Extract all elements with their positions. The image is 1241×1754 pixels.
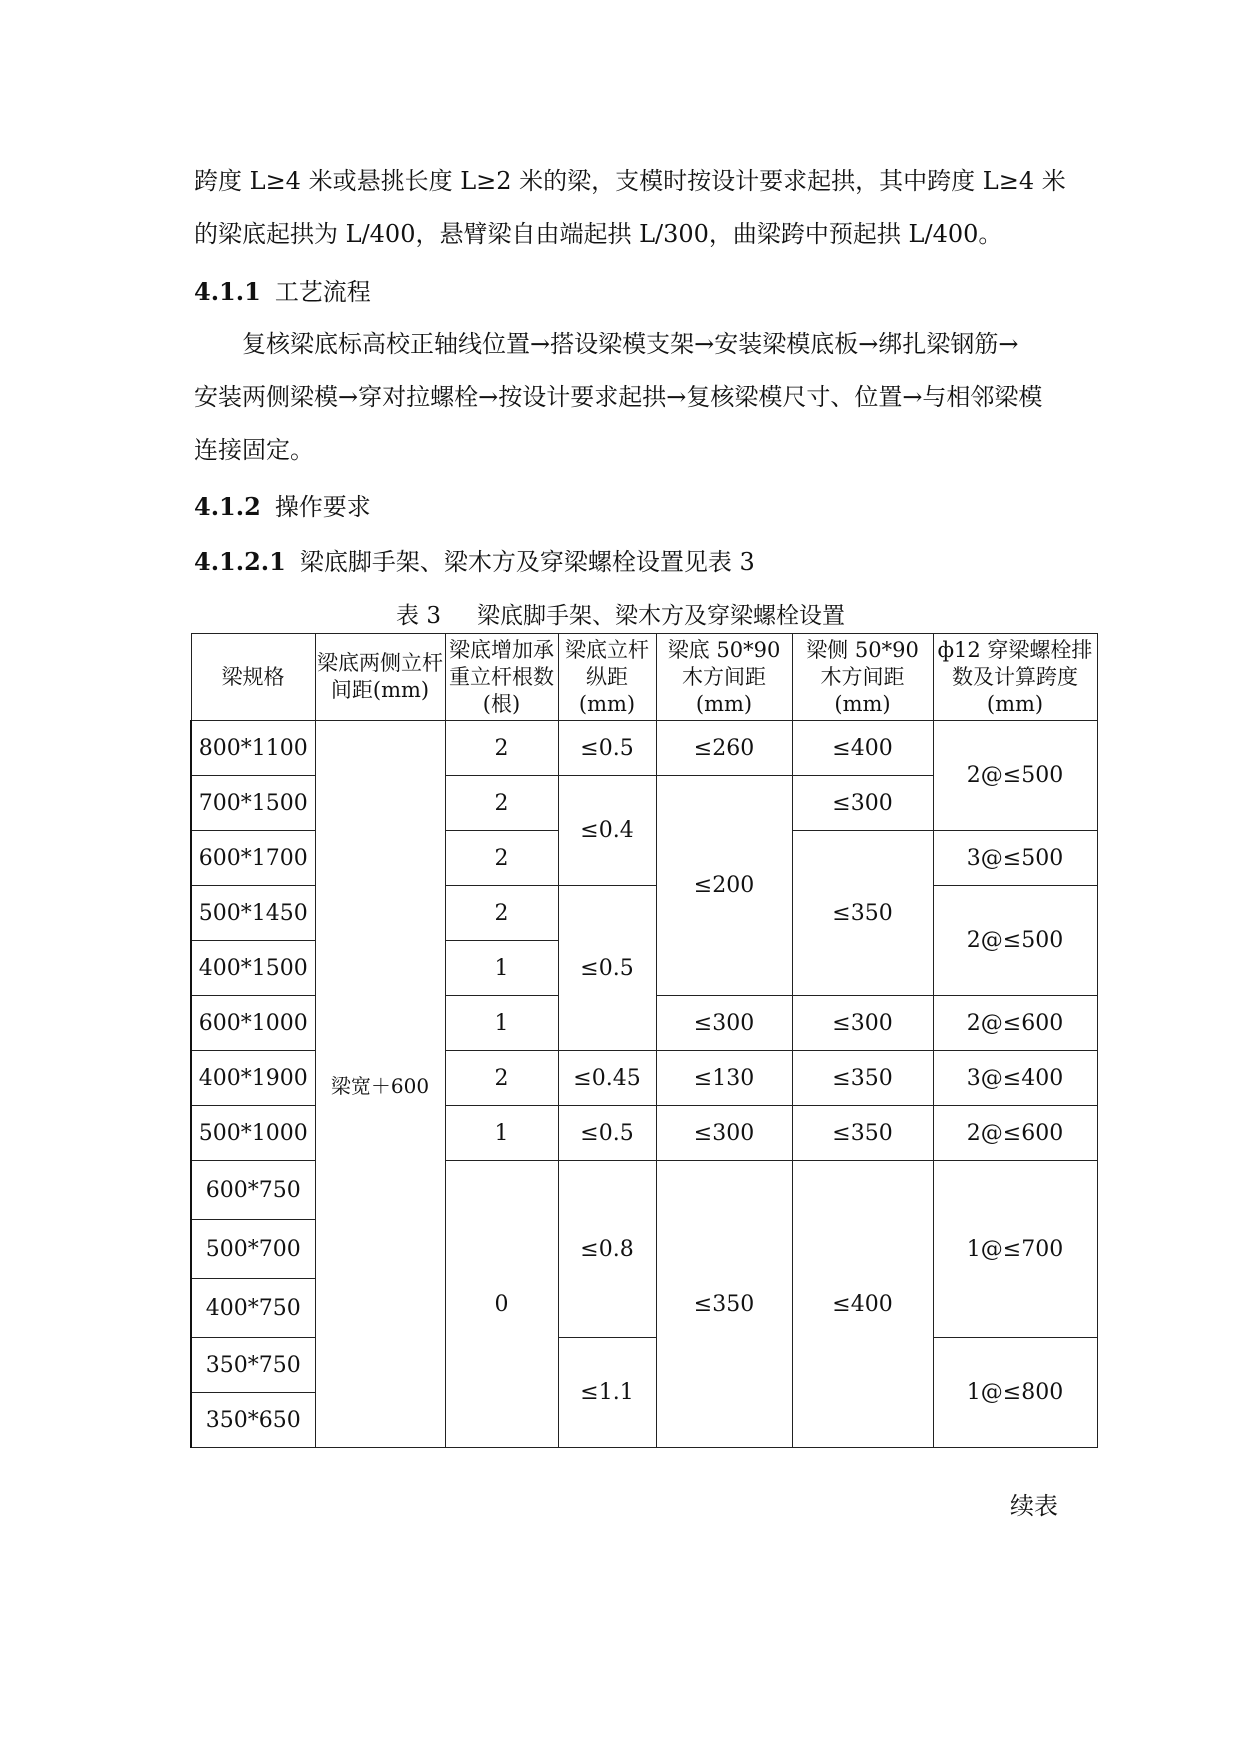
extra-pole-cell: 2 — [445, 831, 558, 886]
paragraph-line: 连接固定。 — [194, 436, 314, 464]
spec-cell: 400*1900 — [191, 1051, 315, 1106]
extra-pole-cell: 1 — [445, 941, 558, 996]
table-row — [191, 721, 1097, 776]
longitudinal-cell: ≤0.4 — [558, 776, 656, 886]
section-heading-4-1-2-1 — [194, 542, 755, 577]
table-header-row — [191, 634, 1097, 721]
header-cell: 梁底 50*90 木方间距(mm) — [656, 634, 792, 721]
bolt-cell: 3@≤500 — [933, 831, 1097, 886]
paragraph-line: 的梁底起拱为 L/400，悬臂梁自由端起拱 L/300，曲梁跨中预起拱 L/400。 — [194, 220, 1003, 248]
spec-cell: 600*750 — [191, 1161, 315, 1220]
bottom-wood-cell: ≤130 — [656, 1051, 792, 1106]
longitudinal-cell: ≤1.1 — [558, 1338, 656, 1448]
spec-cell: 500*700 — [191, 1220, 315, 1279]
extra-pole-cell: 2 — [445, 721, 558, 776]
header-cell: 梁底立杆纵距(mm) — [558, 634, 656, 721]
bolt-cell: 2@≤600 — [933, 1106, 1097, 1161]
section-title: 工艺流程 — [274, 278, 371, 306]
settings-table — [190, 633, 1098, 1448]
longitudinal-cell: ≤0.5 — [558, 886, 656, 1051]
spec-cell: 600*1000 — [191, 996, 315, 1051]
side-wood-cell: ≤350 — [792, 1051, 933, 1106]
side-wood-cell: ≤350 — [792, 1106, 933, 1161]
extra-pole-cell: 2 — [445, 776, 558, 831]
side-wood-cell: ≤300 — [792, 776, 933, 831]
bolt-cell: 3@≤400 — [933, 1051, 1097, 1106]
continued-label: 续表 — [1010, 1492, 1058, 1520]
extra-pole-cell: 1 — [445, 996, 558, 1051]
bolt-cell: 2@≤500 — [933, 886, 1097, 996]
header-cell: 梁规格 — [191, 634, 315, 721]
spec-cell: 400*750 — [191, 1279, 315, 1338]
spec-cell: 700*1500 — [191, 776, 315, 831]
section-title: 梁底脚手架、梁木方及穿梁螺栓设置见表 3 — [299, 548, 755, 576]
spec-cell: 500*1450 — [191, 886, 315, 941]
spec-cell: 600*1700 — [191, 831, 315, 886]
side-wood-cell: ≤350 — [792, 831, 933, 996]
spec-cell: 350*750 — [191, 1338, 315, 1393]
table-caption-title: 梁底脚手架、梁木方及穿梁螺栓设置 — [476, 603, 845, 629]
paragraph-process-flow — [194, 318, 1094, 477]
extra-pole-cell: 0 — [445, 1161, 558, 1448]
bolt-cell: 2@≤600 — [933, 996, 1097, 1051]
bottom-wood-cell: ≤260 — [656, 721, 792, 776]
bottom-wood-cell: ≤300 — [656, 996, 792, 1051]
extra-pole-cell: 2 — [445, 1051, 558, 1106]
bottom-wood-cell: ≤300 — [656, 1106, 792, 1161]
longitudinal-cell: ≤0.5 — [558, 1106, 656, 1161]
paragraph-line: 复核梁底标高校正轴线位置→搭设梁模支架→安装梁模底板→绑扎梁钢筋→ — [242, 330, 1019, 358]
bolt-cell: 2@≤500 — [933, 721, 1097, 831]
header-cell: 梁底两侧立杆间距(mm) — [315, 634, 445, 721]
longitudinal-cell: ≤0.5 — [558, 721, 656, 776]
bolt-cell: 1@≤700 — [933, 1161, 1097, 1338]
longitudinal-cell: ≤0.45 — [558, 1051, 656, 1106]
side-wood-cell: ≤400 — [792, 1161, 933, 1448]
spec-cell: 500*1000 — [191, 1106, 315, 1161]
section-heading-4-1-1 — [194, 272, 371, 307]
table-caption-label: 表 3 — [396, 603, 441, 629]
paragraph-line: 跨度 L≥4 米或悬挑长度 L≥2 米的梁，支模时按设计要求起拱，其中跨度 L≥4 米 — [194, 167, 1066, 195]
section-title: 操作要求 — [274, 493, 371, 521]
spec-cell: 350*650 — [191, 1393, 315, 1448]
section-heading-4-1-2 — [194, 487, 371, 522]
section-number: 4.1.2.1 — [194, 547, 286, 576]
paragraph-camber — [194, 155, 1094, 261]
header-cell: 梁底增加承重立杆根数(根) — [445, 634, 558, 721]
paragraph-line: 安装两侧梁模→穿对拉螺栓→按设计要求起拱→复核梁模尺寸、位置→与相邻梁模 — [194, 383, 1043, 411]
extra-pole-cell: 1 — [445, 1106, 558, 1161]
header-cell: ф12 穿梁螺栓排数及计算跨度(mm) — [933, 634, 1097, 721]
side-wood-cell: ≤400 — [792, 721, 933, 776]
table-caption — [0, 597, 1241, 630]
header-cell: 梁侧 50*90 木方间距(mm) — [792, 634, 933, 721]
spacing-cell: 梁宽＋600 — [315, 721, 445, 1448]
section-number: 4.1.1 — [194, 277, 261, 306]
section-number: 4.1.2 — [194, 492, 261, 521]
side-wood-cell: ≤300 — [792, 996, 933, 1051]
spec-cell: 800*1100 — [191, 721, 315, 776]
extra-pole-cell: 2 — [445, 886, 558, 941]
spec-cell: 400*1500 — [191, 941, 315, 996]
bolt-cell: 1@≤800 — [933, 1338, 1097, 1448]
bottom-wood-cell: ≤350 — [656, 1161, 792, 1448]
longitudinal-cell: ≤0.8 — [558, 1161, 656, 1338]
bottom-wood-cell: ≤200 — [656, 776, 792, 996]
